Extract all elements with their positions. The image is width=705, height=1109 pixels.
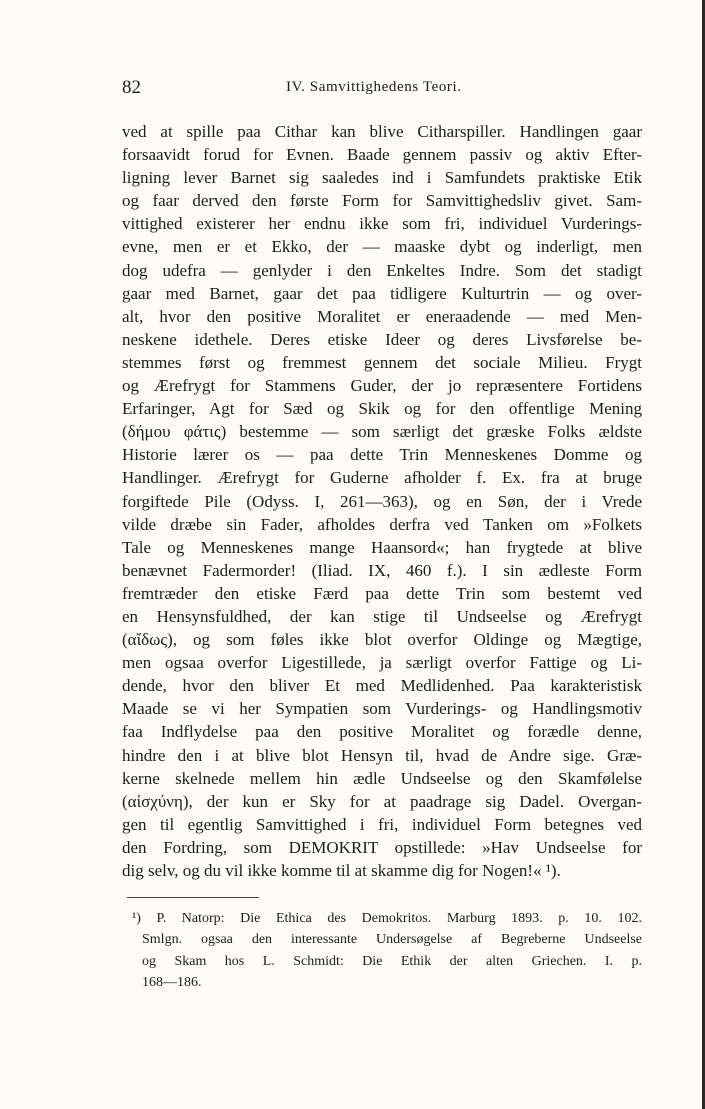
- footnote-line: ¹) P. Natorp: Die Ethica des Demokritos. Marburg 1893. p. 10. 102.: [132, 911, 642, 926]
- text-line: dig selv, og du vil ikke komme til at skamme dig for Nogen!« ¹).: [122, 861, 561, 880]
- text-line: kerne skelnede mellem hin ædle Undseelse og den Skamfølelse: [122, 768, 642, 788]
- footnote-line: og Skam hos L. Schmidt: Die Ethik der alten Griechen. I. p.: [142, 953, 642, 969]
- footnote-line: Smlgn. ogsaa den interessante Undersøgelse af Begreberne Undseelse: [142, 932, 642, 948]
- text-line: den Fordring, som DEMOKRIT opstillede: »Hav Undseelse for: [122, 837, 642, 857]
- text-line: dog udefra — genlyder i den Enkeltes Indre. Som det stadigt: [122, 260, 642, 280]
- text-line: (αἴδως), og som føles ikke blot overfor Oldinge og Mægtige,: [122, 630, 642, 650]
- text-line: neskene idethele. Deres etiske Ideer og deres Livsførelse be-: [122, 329, 642, 349]
- text-line: og faar derved den første Form for Samvittighedsliv givet. Sam-: [122, 191, 642, 211]
- text-line: og Ærefrygt for Stammens Guder, der jo repræsentere Fortidens: [122, 376, 642, 396]
- text-line: Handlinger. Ærefrygt for Guderne afholder f. Ex. fra at bruge: [122, 468, 642, 488]
- footnote: [122, 908, 642, 993]
- text-line: faa Indflydelse paa den positive Moralitet og forædle denne,: [122, 722, 642, 742]
- page-header: [122, 77, 642, 101]
- text-line: forgiftede Pile (Odyss. I, 261—363), og en Søn, der i Vrede: [122, 491, 642, 511]
- text-line: fremtræder den etiske Færd paa dette Trin som bestemt ved: [122, 583, 642, 603]
- text-line: hindre den i at blive blot Hensyn til, hvad de Andre sige. Græ-: [122, 745, 642, 765]
- text-line: benævnet Fadermorder! (Iliad. IX, 460 f.). I sin ædleste Form: [122, 560, 642, 580]
- text-line: Erfaringer, Agt for Sæd og Skik og for den offentlige Mening: [122, 399, 642, 419]
- text-line: (δήμου φάτις) bestemme — som særligt det græske Folks ældste: [122, 422, 642, 442]
- text-line: forsaavidt forud for Evnen. Baade gennem passiv og aktiv Efter-: [122, 145, 642, 165]
- text-line: ligning lever Barnet sig saaledes ind i Samfundets praktiske Etik: [122, 168, 642, 188]
- footnote-rule: [127, 897, 259, 898]
- text-line: ved at spille paa Cithar kan blive Citharspiller. Handlingen gaar: [122, 122, 642, 141]
- text-line: gen til egentlig Samvittighed i fri, individuel Form betegnes ved: [122, 814, 642, 834]
- text-line: evne, men er et Ekko, der — maaske dybt og inderligt, men: [122, 237, 642, 257]
- text-line: dende, hvor den bliver Et med Medlidenhed. Paa karakteristisk: [122, 676, 642, 696]
- text-line: Maade se vi her Sympatien som Vurderings- og Handlingsmotiv: [122, 699, 642, 719]
- footnote-line: 168—186.: [142, 974, 202, 990]
- text-line: men ogsaa overfor Ligestillede, ja særligt overfor Fattige og Li-: [122, 653, 642, 673]
- text-line: Historie lærer os — paa dette Trin Menneskenes Domme og: [122, 445, 642, 465]
- text-line: Tale og Menneskenes mange Haansord«; han frygtede at blive: [122, 537, 642, 557]
- text-line: stemmes først og fremmest gennem det sociale Milieu. Frygt: [122, 352, 642, 372]
- text-line: (αἰσχύνη), der kun er Sky for at paadrage sig Dadel. Overgan-: [122, 791, 642, 811]
- page-number: 82: [122, 77, 141, 98]
- running-title: IV. Samvittighedens Teori.: [286, 79, 462, 95]
- text-line: en Hensynsfuldhed, der kan stige til Undseelse og Ærefrygt: [122, 606, 642, 626]
- text-line: gaar med Barnet, gaar det paa tidligere Kulturtrin — og over-: [122, 283, 642, 303]
- text-line: vilde dræbe sin Fader, afholdes derfra ved Tanken om »Folkets: [122, 514, 642, 534]
- text-line: alt, hvor den positive Moralitet er eneraadende — med Men-: [122, 306, 642, 326]
- text-line: vittighed existerer her endnu ikke som fri, individuel Vurderings-: [122, 214, 642, 234]
- body-text: [122, 120, 642, 882]
